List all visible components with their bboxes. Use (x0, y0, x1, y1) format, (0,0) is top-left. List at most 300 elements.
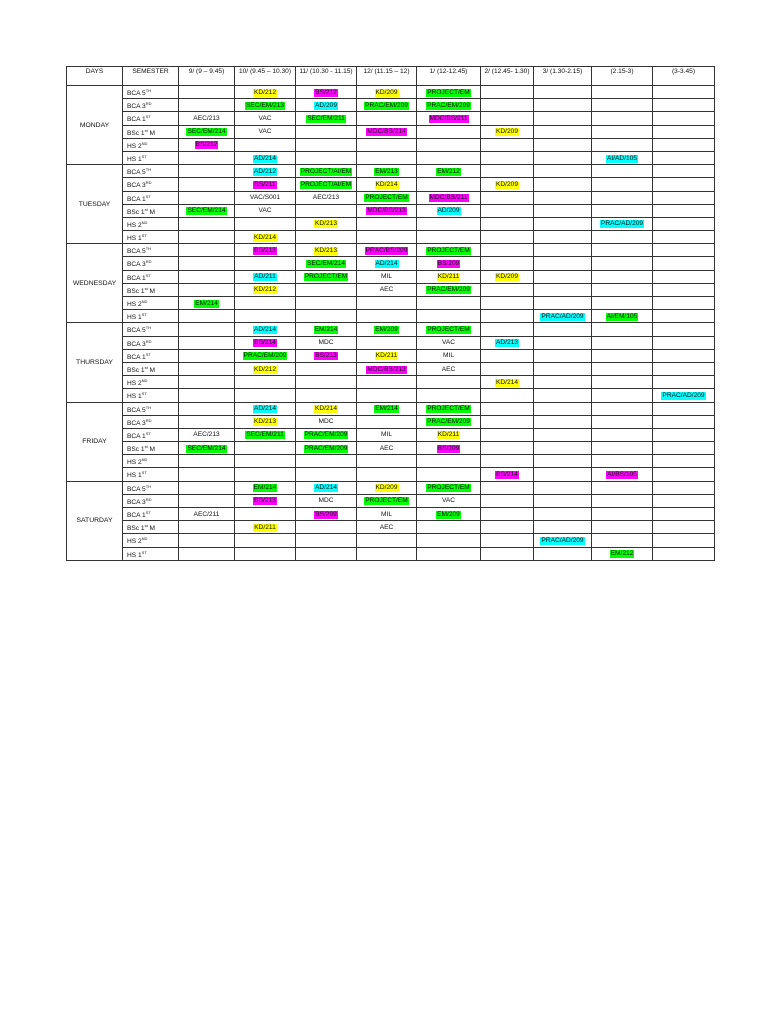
schedule-cell (417, 151, 481, 164)
schedule-cell (592, 165, 653, 178)
schedule-cell (179, 494, 235, 507)
schedule-cell (653, 138, 715, 151)
schedule-cell (481, 508, 534, 521)
class-entry: EM/212 (610, 550, 634, 558)
schedule-cell (179, 99, 235, 112)
semester-label: BCA 1ST (123, 112, 179, 125)
class-entry: EM/209 (437, 510, 460, 518)
semester-label: HS 1ST (123, 151, 179, 164)
class-entry: MDC/BS/211 (429, 114, 468, 122)
schedule-cell (235, 151, 296, 164)
class-entry: AI/EM/105 (606, 312, 638, 320)
schedule-cell (235, 362, 296, 375)
schedule-cell (179, 297, 235, 310)
class-entry: AD/214 (254, 405, 276, 413)
class-entry: KD/209 (375, 88, 398, 96)
class-entry: KD/213 (315, 246, 337, 254)
schedule-cell (296, 257, 357, 270)
schedule-cell (592, 138, 653, 151)
schedule-cell (534, 231, 592, 244)
class-entry: KD/214 (254, 233, 276, 241)
class-entry: BS/213 (315, 352, 337, 360)
schedule-cell (179, 151, 235, 164)
schedule-cell (179, 468, 235, 481)
class-entry: PROJECT/EM (304, 273, 348, 281)
schedule-cell (235, 257, 296, 270)
schedule-cell (653, 112, 715, 125)
schedule-cell (417, 257, 481, 270)
schedule-cell: MDC (296, 415, 357, 428)
semester-label: BCA 5TH (123, 402, 179, 415)
table-row (67, 428, 715, 441)
schedule-cell (357, 112, 417, 125)
schedule-cell (481, 283, 534, 296)
schedule-cell: VAC (235, 112, 296, 125)
schedule-cell (653, 151, 715, 164)
schedule-cell (592, 86, 653, 99)
table-row (67, 402, 715, 415)
class-entry: AD/209 (437, 207, 460, 215)
schedule-cell (357, 415, 417, 428)
schedule-cell (179, 481, 235, 494)
table-row (67, 178, 715, 191)
schedule-cell (534, 521, 592, 534)
schedule-cell (417, 165, 481, 178)
class-entry: MDC/BS/212 (367, 365, 406, 373)
schedule-cell (235, 336, 296, 349)
schedule-cell (534, 244, 592, 257)
table-row (67, 151, 715, 164)
schedule-cell (417, 323, 481, 336)
schedule-cell (417, 481, 481, 494)
schedule-cell (357, 468, 417, 481)
table-row (67, 534, 715, 547)
class-entry: KD/212 (254, 365, 276, 373)
semester-label: BCA 5TH (123, 86, 179, 99)
schedule-cell (296, 349, 357, 362)
timetable-body (67, 86, 715, 561)
table-row (67, 257, 715, 270)
semester-label: HS 2ND (123, 217, 179, 230)
day-label: TUESDAY (67, 165, 123, 244)
semester-label: HS 1ST (123, 389, 179, 402)
schedule-cell (235, 442, 296, 455)
schedule-cell (481, 178, 534, 191)
schedule-cell (653, 257, 715, 270)
schedule-cell (481, 244, 534, 257)
class-entry: PROJECT/AI/EM (300, 180, 352, 188)
schedule-cell: MDC (296, 336, 357, 349)
class-entry: EM/214 (195, 299, 218, 307)
schedule-cell (179, 283, 235, 296)
class-entry: BS/213 (254, 497, 276, 505)
class-entry: SEC/EM/214 (306, 260, 346, 268)
schedule-cell (534, 138, 592, 151)
semester-label: BSc 1st M (123, 204, 179, 217)
class-entry: EM/214 (314, 325, 338, 333)
schedule-cell (235, 534, 296, 547)
semester-label: BSc 1st M (123, 521, 179, 534)
schedule-cell (653, 99, 715, 112)
schedule-cell (235, 283, 296, 296)
schedule-cell (235, 178, 296, 191)
schedule-cell: MDC (296, 494, 357, 507)
schedule-cell (592, 468, 653, 481)
schedule-cell (179, 244, 235, 257)
schedule-cell (534, 376, 592, 389)
schedule-cell (481, 534, 534, 547)
class-entry: MDC/BS/213 (367, 207, 406, 215)
schedule-cell (417, 389, 481, 402)
schedule-cell (417, 178, 481, 191)
schedule-cell (592, 534, 653, 547)
schedule-cell (417, 310, 481, 323)
class-entry: PRAC/BS/209 (365, 246, 408, 254)
timetable-header (67, 67, 715, 86)
schedule-cell (235, 402, 296, 415)
class-entry: AI/AD/105 (606, 154, 638, 162)
schedule-cell (534, 151, 592, 164)
schedule-cell (179, 336, 235, 349)
schedule-cell (417, 428, 481, 441)
semester-label: BCA 3RD (123, 415, 179, 428)
schedule-cell (592, 508, 653, 521)
semester-label: HS 2ND (123, 376, 179, 389)
schedule-cell (296, 283, 357, 296)
schedule-cell (653, 442, 715, 455)
schedule-cell (296, 86, 357, 99)
schedule-cell (481, 270, 534, 283)
schedule-cell (534, 283, 592, 296)
schedule-cell (653, 310, 715, 323)
schedule-cell (296, 99, 357, 112)
schedule-cell (417, 402, 481, 415)
schedule-cell (179, 86, 235, 99)
schedule-cell (534, 481, 592, 494)
schedule-cell (357, 534, 417, 547)
class-entry: SEC/EM/211 (246, 431, 284, 439)
schedule-cell (592, 125, 653, 138)
class-entry: AD/214 (254, 325, 276, 333)
schedule-cell: VAC (235, 125, 296, 138)
schedule-cell (592, 283, 653, 296)
class-entry: KD/211 (375, 352, 398, 360)
table-row (67, 125, 715, 138)
schedule-cell (417, 508, 481, 521)
schedule-cell (417, 270, 481, 283)
class-entry: KD/211 (437, 431, 460, 439)
schedule-cell (481, 349, 534, 362)
schedule-cell (179, 217, 235, 230)
schedule-cell (592, 494, 653, 507)
class-entry: PRAC/EM/209 (304, 431, 348, 439)
schedule-cell (357, 494, 417, 507)
semester-label: BCA 1ST (123, 191, 179, 204)
schedule-cell (417, 231, 481, 244)
schedule-cell (534, 442, 592, 455)
schedule-cell (179, 270, 235, 283)
schedule-cell (296, 270, 357, 283)
schedule-cell (481, 428, 534, 441)
schedule-cell (357, 178, 417, 191)
day-label: THURSDAY (67, 323, 123, 402)
class-entry: KD/209 (496, 180, 518, 188)
semester-label: HS 1ST (123, 547, 179, 560)
class-entry: SEC/EM/211 (307, 114, 345, 122)
semester-label: HS 1ST (123, 468, 179, 481)
semester-label: HS 2ND (123, 297, 179, 310)
table-row (67, 191, 715, 204)
schedule-cell (296, 231, 357, 244)
schedule-cell (235, 547, 296, 560)
class-entry: AD/213 (496, 339, 518, 347)
schedule-cell (481, 125, 534, 138)
table-row (67, 204, 715, 217)
table-row (67, 494, 715, 507)
table-row (67, 362, 715, 375)
schedule-cell (296, 310, 357, 323)
schedule-cell (179, 191, 235, 204)
class-entry: KD/211 (437, 273, 460, 281)
schedule-cell (417, 86, 481, 99)
class-entry: AD/212 (254, 167, 276, 175)
table-row (67, 508, 715, 521)
schedule-cell (357, 547, 417, 560)
schedule-cell (481, 231, 534, 244)
schedule-cell (481, 217, 534, 230)
class-entry: KD/214 (496, 378, 518, 386)
semester-label: BCA 3RD (123, 336, 179, 349)
schedule-cell: AEC/211 (179, 508, 235, 521)
schedule-cell (592, 204, 653, 217)
schedule-cell: MIL (357, 508, 417, 521)
class-entry: BS/214 (496, 471, 518, 479)
class-entry: EM/212 (437, 167, 460, 175)
schedule-cell (179, 362, 235, 375)
class-entry: KD/212 (254, 88, 276, 96)
schedule-cell (179, 415, 235, 428)
class-entry: PRAC/EM/209 (427, 418, 470, 426)
class-entry: BS/211 (254, 180, 276, 188)
schedule-cell (592, 362, 653, 375)
semester-label: HS 2ND (123, 455, 179, 468)
schedule-cell (179, 376, 235, 389)
schedule-cell (534, 349, 592, 362)
schedule-cell (592, 231, 653, 244)
schedule-cell (592, 415, 653, 428)
schedule-cell (296, 376, 357, 389)
class-entry: MDC/BS/214 (367, 128, 406, 136)
class-entry: KD/214 (375, 180, 398, 188)
schedule-cell (357, 217, 417, 230)
schedule-cell (534, 270, 592, 283)
schedule-cell: MIL (417, 349, 481, 362)
table-row (67, 323, 715, 336)
schedule-cell (235, 231, 296, 244)
schedule-cell (534, 389, 592, 402)
table-row (67, 283, 715, 296)
schedule-cell (179, 138, 235, 151)
column-header: 2/ (12.45- 1.30) (481, 67, 534, 86)
schedule-cell (417, 99, 481, 112)
schedule-cell (481, 521, 534, 534)
class-entry: PROJECT/EM (427, 484, 470, 492)
schedule-cell (235, 428, 296, 441)
table-row (67, 112, 715, 125)
schedule-cell (235, 138, 296, 151)
schedule-cell (592, 402, 653, 415)
table-row (67, 297, 715, 310)
schedule-cell (653, 217, 715, 230)
schedule-cell (534, 468, 592, 481)
class-entry: BS/209 (437, 444, 460, 452)
class-entry: KD/214 (315, 405, 337, 413)
table-row (67, 336, 715, 349)
schedule-cell: VAC (417, 336, 481, 349)
class-entry: PROJECT/EM (365, 497, 408, 505)
table-row (67, 442, 715, 455)
class-entry: KD/209 (496, 128, 518, 136)
schedule-cell (592, 217, 653, 230)
schedule-cell (653, 244, 715, 257)
schedule-cell (653, 415, 715, 428)
schedule-cell (534, 191, 592, 204)
schedule-cell (296, 112, 357, 125)
schedule-cell (534, 547, 592, 560)
schedule-cell (235, 521, 296, 534)
schedule-cell (296, 178, 357, 191)
class-entry: PRAC/AD/209 (541, 312, 584, 320)
schedule-cell (653, 389, 715, 402)
semester-label: BCA 3RD (123, 178, 179, 191)
schedule-cell (653, 362, 715, 375)
schedule-cell (481, 494, 534, 507)
schedule-cell (296, 217, 357, 230)
schedule-cell (296, 442, 357, 455)
schedule-cell (481, 336, 534, 349)
schedule-cell (481, 389, 534, 402)
schedule-cell (417, 521, 481, 534)
schedule-cell (179, 257, 235, 270)
schedule-cell (357, 481, 417, 494)
schedule-cell (357, 336, 417, 349)
schedule-cell (481, 310, 534, 323)
day-label: FRIDAY (67, 402, 123, 481)
schedule-cell (179, 204, 235, 217)
schedule-cell (417, 138, 481, 151)
schedule-cell (235, 376, 296, 389)
schedule-cell (653, 481, 715, 494)
schedule-cell: VAC (235, 204, 296, 217)
schedule-cell (653, 376, 715, 389)
schedule-cell (592, 310, 653, 323)
schedule-cell (592, 257, 653, 270)
class-entry: PROJECT/AI/EM (300, 167, 352, 175)
semester-label: BCA 1ST (123, 428, 179, 441)
schedule-cell (481, 415, 534, 428)
schedule-cell (357, 191, 417, 204)
table-row (67, 165, 715, 178)
table-row (67, 138, 715, 151)
class-entry: AD/214 (315, 484, 337, 492)
schedule-cell (481, 165, 534, 178)
schedule-cell: AEC (417, 362, 481, 375)
class-entry: BS/209 (315, 510, 337, 518)
semester-label: BCA 3RD (123, 494, 179, 507)
schedule-cell (235, 389, 296, 402)
schedule-cell (534, 534, 592, 547)
schedule-cell (417, 283, 481, 296)
schedule-cell (417, 455, 481, 468)
schedule-cell: AEC/213 (179, 428, 235, 441)
schedule-cell (357, 231, 417, 244)
day-label: SATURDAY (67, 481, 123, 560)
schedule-cell (653, 86, 715, 99)
schedule-cell (296, 481, 357, 494)
schedule-cell: MIL (357, 270, 417, 283)
schedule-cell (357, 86, 417, 99)
schedule-cell (357, 297, 417, 310)
schedule-cell (592, 481, 653, 494)
schedule-cell (179, 323, 235, 336)
schedule-cell (296, 165, 357, 178)
schedule-cell (296, 297, 357, 310)
schedule-cell (653, 508, 715, 521)
schedule-cell (357, 99, 417, 112)
schedule-cell (417, 468, 481, 481)
semester-label: BCA 5TH (123, 244, 179, 257)
table-row (67, 231, 715, 244)
schedule-cell (235, 244, 296, 257)
schedule-cell (296, 402, 357, 415)
class-entry: PROJECT/EM (365, 194, 408, 202)
semester-label: BSc 1st M (123, 362, 179, 375)
schedule-cell (417, 376, 481, 389)
schedule-cell (357, 349, 417, 362)
schedule-cell (653, 125, 715, 138)
class-entry: PRAC/EM/209 (365, 101, 408, 109)
schedule-cell (296, 244, 357, 257)
schedule-cell (653, 494, 715, 507)
schedule-cell (296, 534, 357, 547)
schedule-cell (179, 534, 235, 547)
schedule-cell (235, 508, 296, 521)
schedule-cell (653, 323, 715, 336)
class-entry: SEC/EM/214 (187, 444, 226, 452)
schedule-cell (653, 547, 715, 560)
schedule-cell (417, 534, 481, 547)
schedule-cell (179, 349, 235, 362)
schedule-cell: AEC (357, 283, 417, 296)
column-header: SEMESTER (123, 67, 179, 86)
schedule-cell (179, 125, 235, 138)
schedule-cell (357, 376, 417, 389)
schedule-cell (653, 283, 715, 296)
class-entry: BS/214 (254, 339, 276, 347)
class-entry: PROJECT/EM (427, 405, 470, 413)
table-row (67, 481, 715, 494)
schedule-cell (592, 349, 653, 362)
schedule-cell (592, 428, 653, 441)
schedule-cell (481, 99, 534, 112)
schedule-cell (534, 217, 592, 230)
schedule-cell (481, 323, 534, 336)
schedule-cell (481, 547, 534, 560)
class-entry: PROJECT/EM (427, 325, 470, 333)
schedule-cell (534, 336, 592, 349)
schedule-cell (357, 323, 417, 336)
schedule-cell (357, 362, 417, 375)
